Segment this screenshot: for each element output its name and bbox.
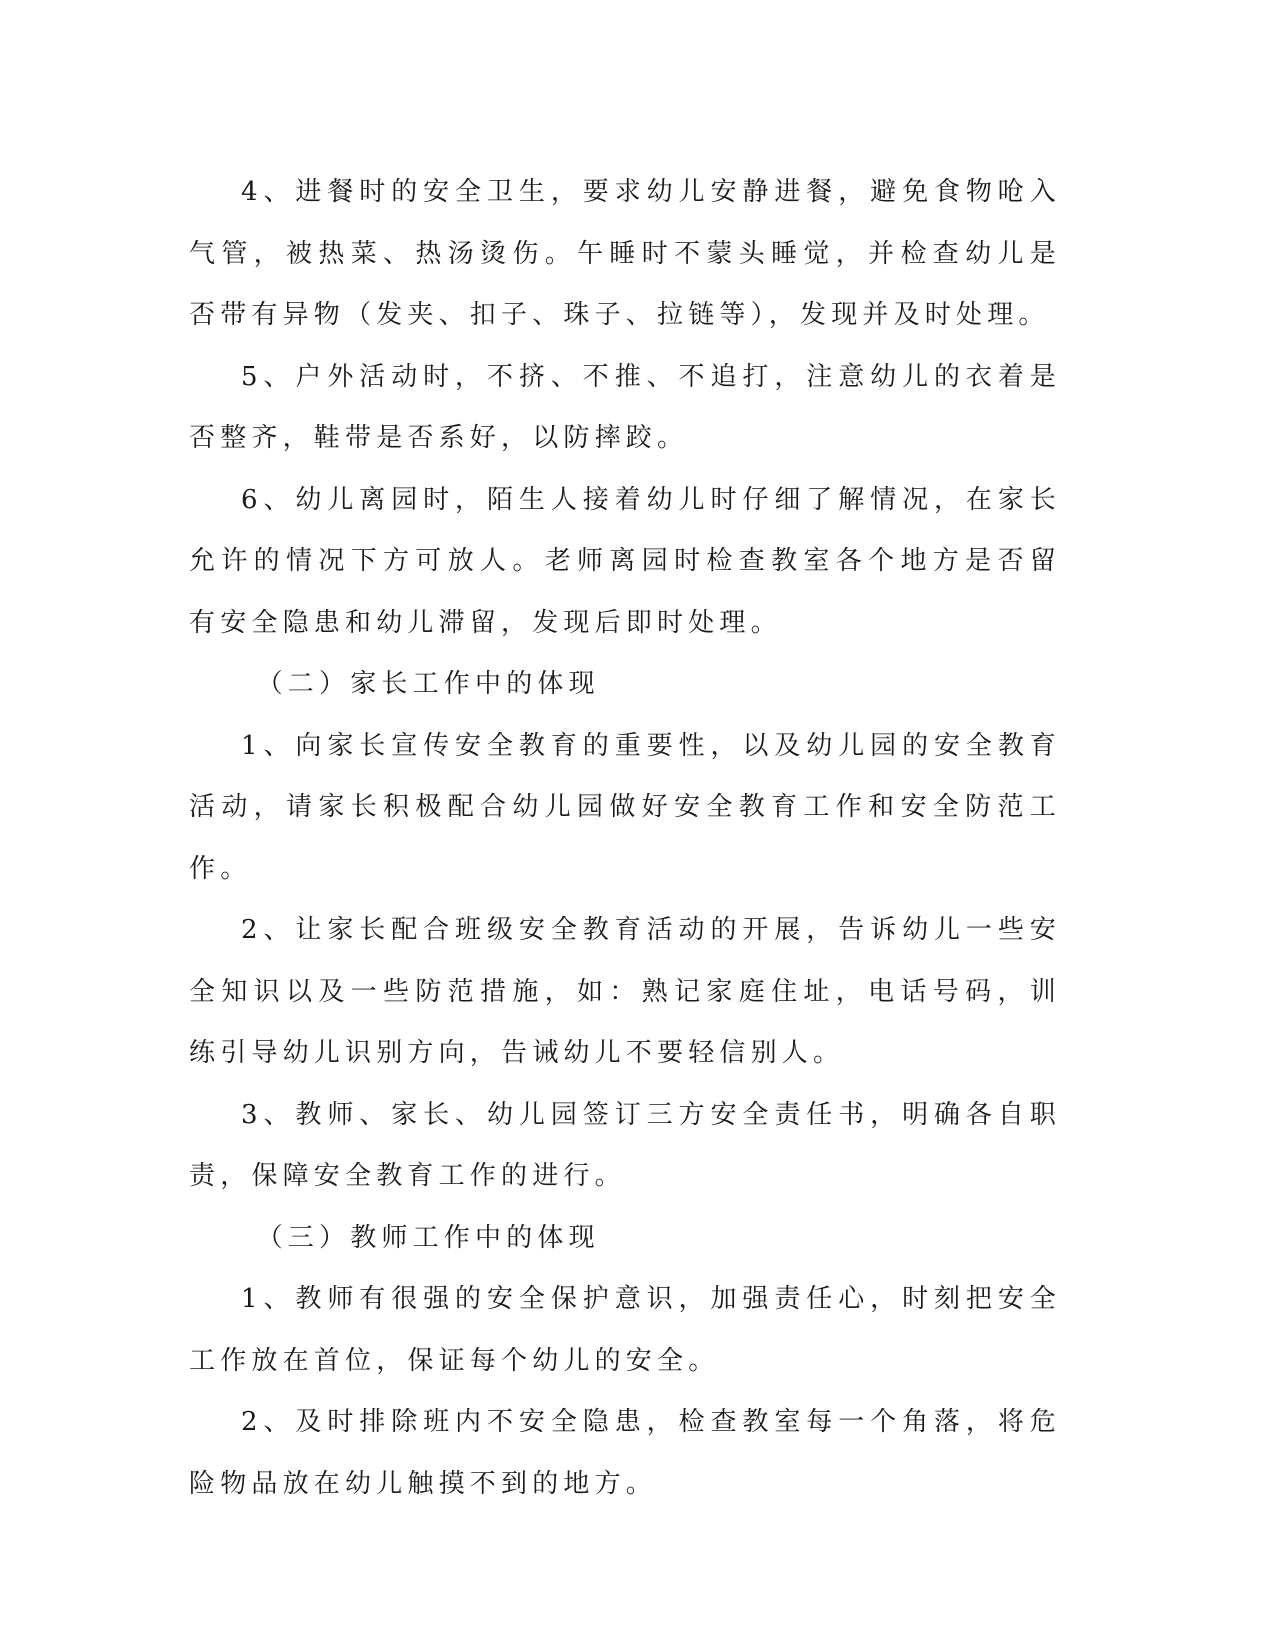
paragraph-hazard-removal: 2、及时排除班内不安全隐患，检查教室每一个角落，将危险物品放在幼儿触摸不到的地方。 <box>189 1407 1061 1499</box>
section-heading-parents: （二）家长工作中的体现 <box>256 669 600 699</box>
paragraph-teacher-awareness: 1、教师有很强的安全保护意识，加强责任心，时刻把安全工作放在首位，保证每个幼儿的安全。 <box>189 1284 1061 1376</box>
paragraph-responsibility-agreement: 3、教师、家长、幼儿园签订三方安全责任书，明确各自职责，保障安全教育工作的进行。 <box>189 1099 1061 1191</box>
paragraph-meal-nap-safety: 4、进餐时的安全卫生，要求幼儿安静进餐，避免食物呛入气管，被热菜、热汤烫伤。午睡时不蒙头睡觉，并检查幼儿是否带有异物（发夹、扣子、珠子、拉链等），发现并及时处理。 <box>189 177 1061 330</box>
document-body <box>189 162 1061 1515</box>
paragraph-leaving-kindergarten: 6、幼儿离园时，陌生人接着幼儿时仔细了解情况，在家长允许的情况下方可放人。老师离园时检查教室各个地方是否留有安全隐患和幼儿滞留，发现后即时处理。 <box>189 484 1061 638</box>
paragraph-parent-cooperation: 2、让家长配合班级安全教育活动的开展，告诉幼儿一些安全知识以及一些防范措施，如：熟记家庭住址，电话号码，训练引导幼儿识别方向，告诫幼儿不要轻信别人。 <box>189 915 1061 1068</box>
paragraph-parent-publicity: 1、向家长宣传安全教育的重要性，以及幼儿园的安全教育活动，请家长积极配合幼儿园做好安全教育工作和安全防范工作。 <box>189 730 1061 884</box>
paragraph-outdoor-activity: 5、户外活动时，不挤、不推、不追打，注意幼儿的衣着是否整齐，鞋带是否系好，以防摔跤。 <box>189 361 1061 453</box>
section-heading-teachers: （三）教师工作中的体现 <box>256 1222 600 1253</box>
